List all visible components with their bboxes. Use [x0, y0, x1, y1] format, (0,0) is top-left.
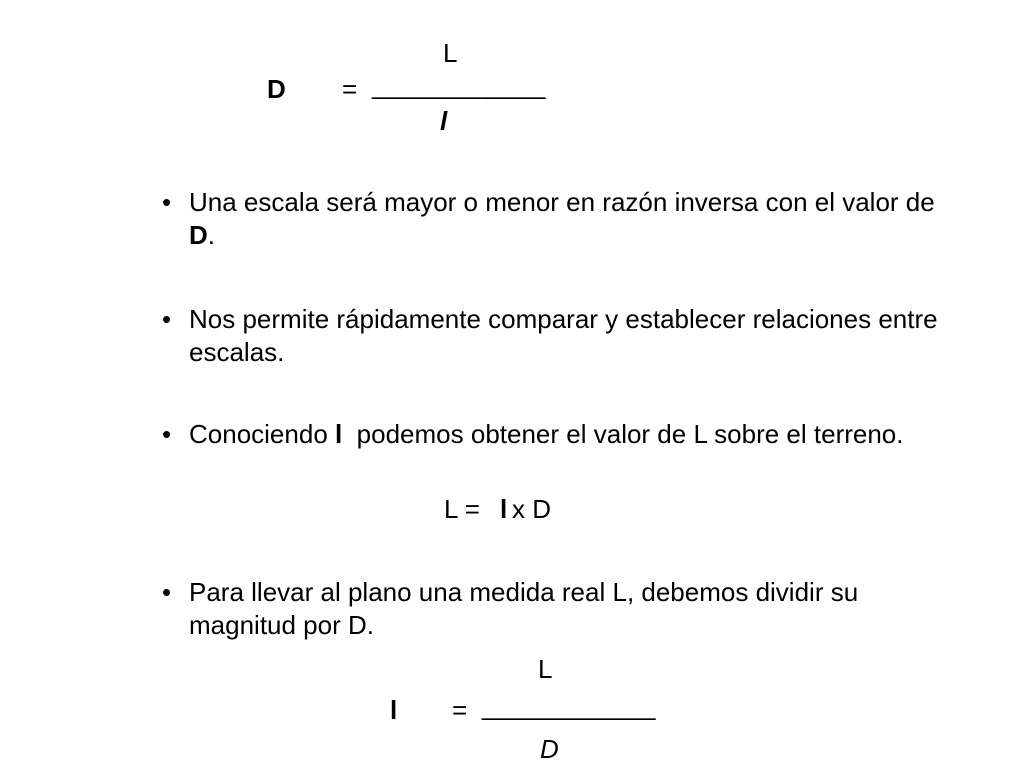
- formula3-lhs: l: [390, 695, 398, 725]
- bullet-text: [189, 186, 952, 252]
- formula1-numerator: L: [443, 38, 458, 68]
- bullet-text-bold: D: [189, 220, 208, 250]
- bullet-text-part: Una escala será mayor o menor en razón inversa con el valor de: [189, 187, 935, 217]
- formula1-fraction-bar: ____________: [372, 70, 546, 100]
- formula2-lhs: L =: [444, 494, 480, 524]
- formula3-fraction-bar: ____________: [482, 691, 656, 721]
- formula2-rhs: x D: [512, 494, 551, 524]
- bullet-text-part: podemos obtener el valor de L sobre el terreno.: [342, 419, 904, 449]
- bullet-item-2: [162, 303, 952, 369]
- formula1-equals: =: [342, 74, 358, 104]
- bullet-text: [189, 418, 952, 451]
- bullet-text: Para llevar al plano una medida real L, debemos dividir su magnitud por D.: [189, 577, 859, 640]
- bullet-text-part: .: [207, 220, 216, 250]
- bullet-item-1: [162, 186, 952, 252]
- bullet-item-4: [162, 576, 952, 642]
- formula1-lhs: D: [267, 74, 286, 104]
- bullet-text: Nos permite rápidamente comparar y establecer relaciones entre escalas.: [189, 304, 938, 367]
- formula3-denominator: D: [540, 734, 559, 764]
- bullet-text-part: Conociendo: [189, 419, 335, 449]
- bullet-marker: •: [162, 187, 172, 217]
- formula1-denominator: l: [440, 106, 448, 136]
- formula3-equals: =: [452, 695, 468, 725]
- bullet-symbol: l: [335, 419, 343, 449]
- bullet-marker: •: [162, 577, 172, 607]
- bullet-marker: •: [162, 419, 172, 449]
- bullet-item-3: [162, 418, 952, 451]
- formula2-symbol: l: [500, 494, 508, 524]
- bullet-marker: •: [162, 304, 172, 334]
- formula3-numerator: L: [538, 654, 553, 684]
